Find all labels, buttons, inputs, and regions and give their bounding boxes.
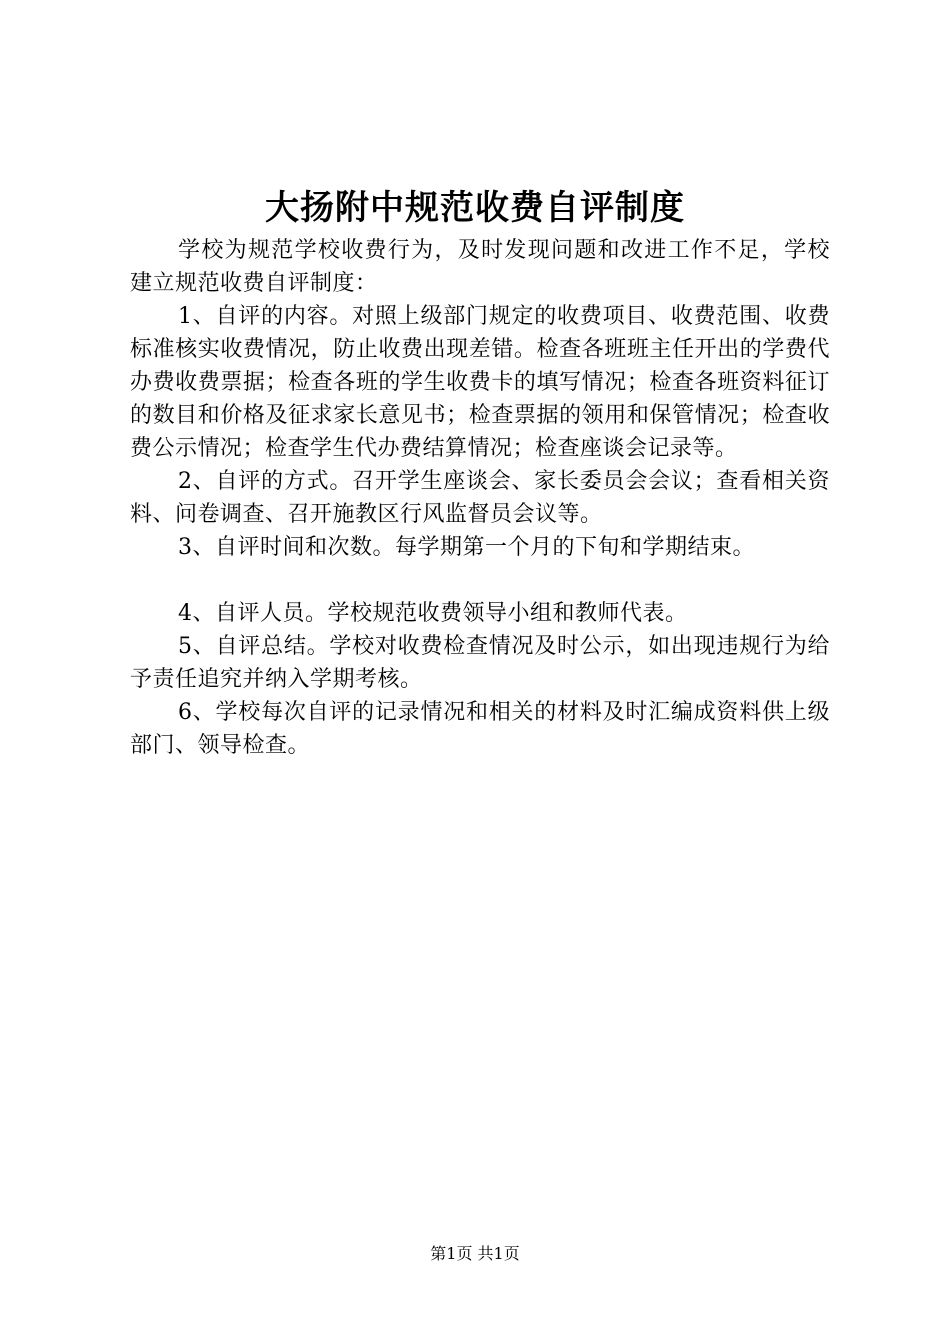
- paragraph-intro: 学校为规范学校收费行为，及时发现问题和改进工作不足，学校建立规范收费自评制度：: [130, 238, 830, 296]
- paragraph-item-4: 4、自评人员。学校规范收费领导小组和教师代表。: [178, 601, 688, 626]
- paragraph-item-3: 3、自评时间和次数。每学期第一个月的下旬和学期结束。: [178, 535, 755, 560]
- paragraph-item-6: 6、学校每次自评的记录情况和相关的材料及时汇编成资料供上级部门、领导检查。: [130, 700, 830, 758]
- paragraph-item-2: 2、自评的方式。召开学生座谈会、家长委员会会议；查看相关资料、问卷调查、召开施教区行风监督员会议等。: [130, 469, 830, 527]
- page-footer: 第1页 共1页: [430, 1244, 520, 1263]
- paragraph-item-5: 5、自评总结。学校对收费检查情况及时公示，如出现违规行为给予责任追究并纳入学期考核。: [130, 634, 830, 692]
- document-title: 大扬附中规范收费自评制度: [265, 188, 685, 228]
- paragraph-item-1: 1、自评的内容。对照上级部门规定的收费项目、收费范围、收费标准核实收费情况，防止收费出现差错。检查各班班主任开出的学费代办费收费票据；检查各班的学生收费卡的填写情况；检查各班资料征订的数目和价格及征求家长意见书；检查票据的领用和保管情况；检查收费公示情况；检查学生代办费结算情况；检查座谈会记录等。: [130, 304, 830, 461]
- blank-line: [130, 564, 830, 597]
- document-body: [130, 234, 830, 762]
